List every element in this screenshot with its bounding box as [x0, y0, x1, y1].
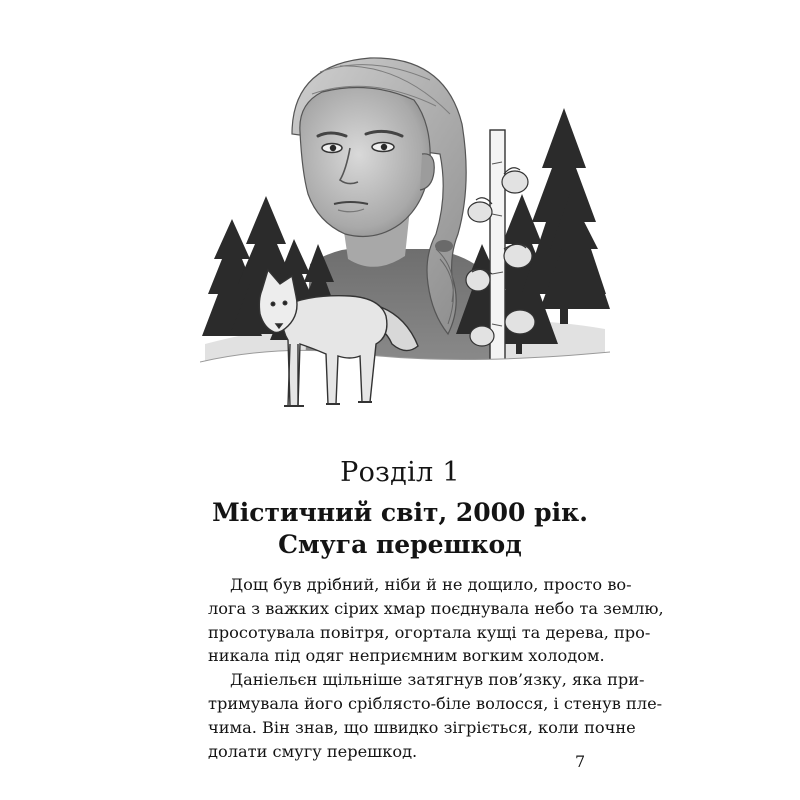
text-line-7: чима. Він знав, що швидко зігріється, коли почне: [208, 717, 636, 737]
text-line-3: просотувала повітря, огортала кущі та дерева, про-: [208, 622, 651, 642]
text-line-1: Дощ був дрібний, ніби й не дощило, просто во-: [230, 575, 632, 594]
chapter-label: Розділ 1: [340, 457, 460, 488]
text-line-5: Даніельєн щільніше затягнув пов’язку, яка при-: [230, 670, 645, 690]
text-line-6: тримувала його сріблясто-біле волосся, і стенув пле-: [208, 693, 663, 713]
text-line-4: никала під одяг неприємним вогким холодом.: [208, 646, 605, 666]
text-line-8: долати смугу перешкод.: [208, 741, 418, 761]
body-text: [208, 573, 664, 763]
page-number: 7: [575, 752, 586, 771]
chapter-title-line-2: Смуга перешкод: [278, 530, 522, 559]
text-line-2: лога з важких сірих хмар поєднувала небо та землю,: [208, 598, 664, 618]
chapter-title-line-1: Містичний світ, 2000 рік.: [212, 498, 588, 527]
chapter-illustration: [200, 44, 610, 416]
